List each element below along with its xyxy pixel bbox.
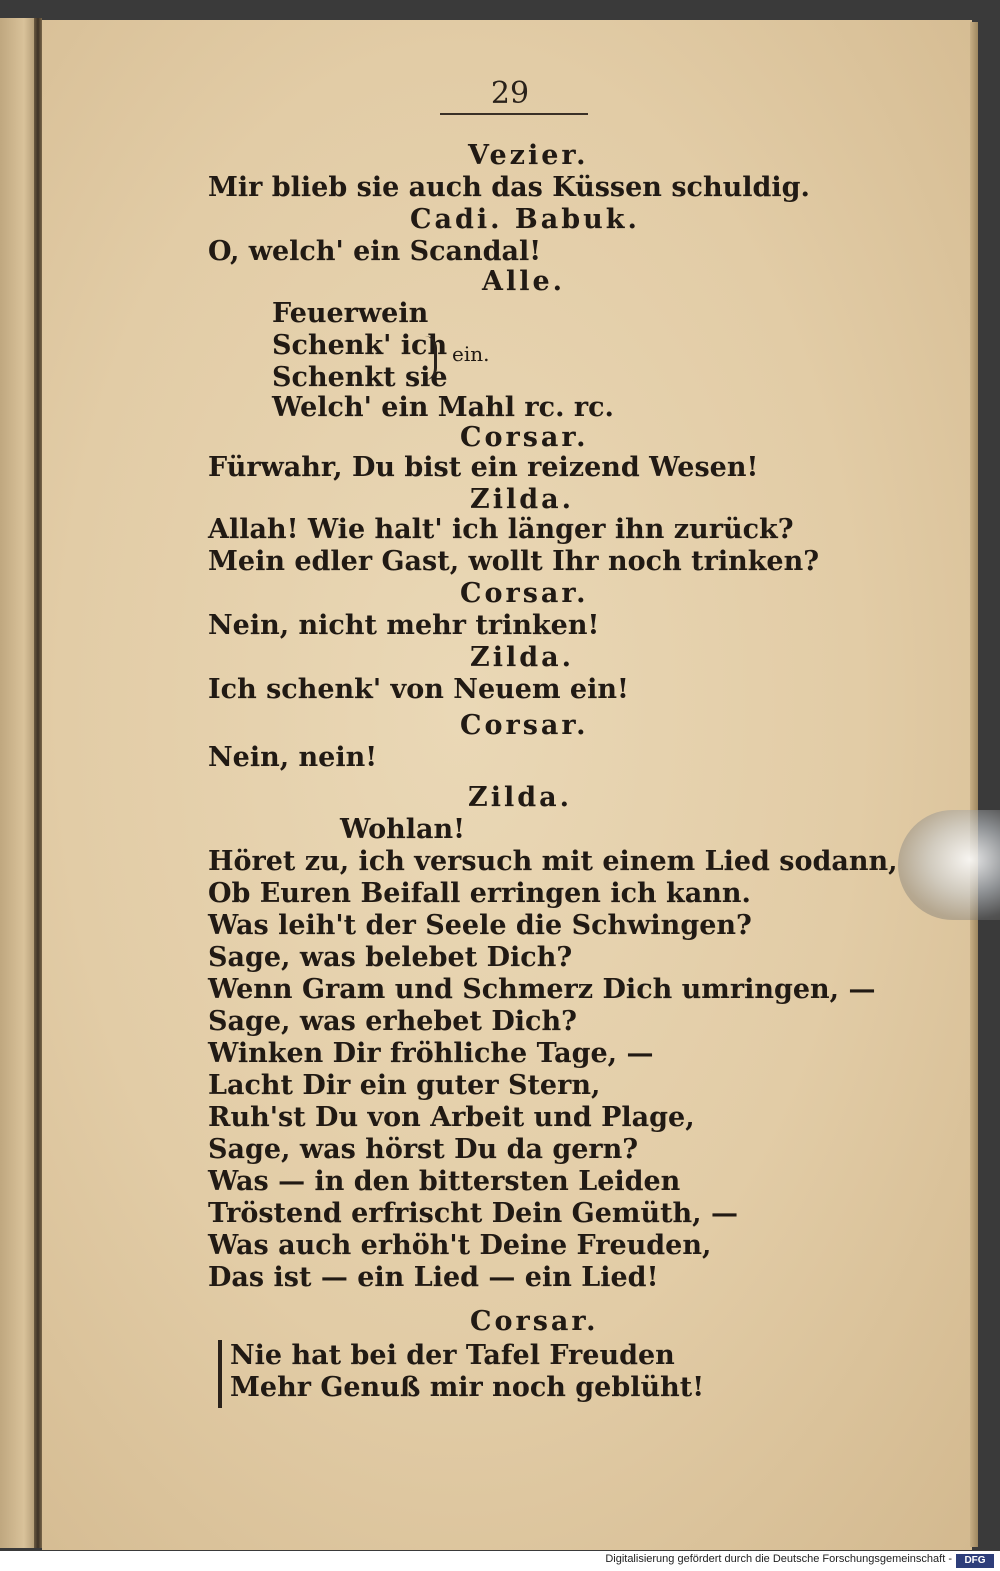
dfg-logo-icon: DFG (956, 1554, 994, 1568)
text-line: Winken Dir fröhliche Tage, — (208, 1038, 654, 1069)
text-line: Lacht Dir ein guter Stern, (208, 1070, 601, 1101)
text-line: Sage, was erhebet Dich? (208, 1006, 577, 1037)
brace-mark (420, 336, 437, 380)
text-line: Allah! Wie halt' ich länger ihn zurück? (208, 514, 794, 545)
speaker-name: Zilda. (468, 782, 572, 813)
book-gutter (34, 18, 42, 1548)
speaker-name: Alle. (482, 266, 566, 297)
text-line: Nein, nicht mehr trinken! (208, 610, 600, 641)
text-line: Mein edler Gast, wollt Ihr noch trinken? (208, 546, 820, 577)
text-line: Nie hat bei der Tafel Freuden (230, 1340, 675, 1371)
text-line: Welch' ein Mahl rc. rc. (272, 392, 614, 423)
text-line: Sage, was hörst Du da gern? (208, 1134, 639, 1165)
speaker-name: Corsar. (470, 1306, 599, 1337)
text-line: Sage, was belebet Dich? (208, 942, 573, 973)
brace-text: ein. (452, 342, 490, 366)
text-line: O, welch' ein Scandal! (208, 236, 542, 267)
margin-bar (218, 1340, 222, 1408)
text-line: Was — in den bittersten Leiden (208, 1166, 681, 1197)
text-line: Höret zu, ich versuch mit einem Lied sodann, (208, 846, 898, 877)
text-line: Wohlan! (340, 814, 465, 845)
text-line: Das ist — ein Lied — ein Lied! (208, 1262, 659, 1293)
speaker-name: Zilda. (470, 484, 574, 515)
text-line: Ich schenk' von Neuem ein! (208, 674, 629, 705)
text-line: Tröstend erfrischt Dein Gemüth, — (208, 1198, 738, 1229)
speaker-name: Corsar. (460, 578, 589, 609)
speaker-name: Corsar. (460, 710, 589, 741)
text-line: Mehr Genuß mir noch geblüht! (230, 1372, 705, 1403)
text-line: Mir blieb sie auch das Küssen schuldig. (208, 172, 810, 203)
text-line: Wenn Gram und Schmerz Dich umringen, — (208, 974, 876, 1005)
text-line: Schenk' ich (272, 330, 448, 361)
text-line: Schenkt sie (272, 362, 448, 393)
footer-credit: Digitalisierung gefördert durch die Deutsche Forschungsgemeinschaft - (605, 1553, 952, 1565)
speaker-name: Zilda. (470, 642, 574, 673)
header-rule (440, 113, 588, 115)
text-line: Ruh'st Du von Arbeit und Plage, (208, 1102, 695, 1133)
speaker-name: Vezier. (468, 140, 589, 171)
page-edge (970, 22, 978, 1547)
speaker-name: Cadi. Babuk. (410, 204, 640, 235)
text-line: Nein, nein! (208, 742, 378, 773)
text-line: Fürwahr, Du bist ein reizend Wesen! (208, 452, 759, 483)
page-clip (898, 810, 1000, 920)
text-line: Feuerwein (272, 298, 429, 329)
speaker-name: Corsar. (460, 422, 589, 453)
text-line: Was leih't der Seele die Schwingen? (208, 910, 752, 941)
page-number: 29 (490, 76, 530, 111)
text-line: Ob Euren Beifall erringen ich kann. (208, 878, 751, 909)
footer-bar (0, 1551, 1000, 1571)
text-line: Was auch erhöh't Deine Freuden, (208, 1230, 712, 1261)
